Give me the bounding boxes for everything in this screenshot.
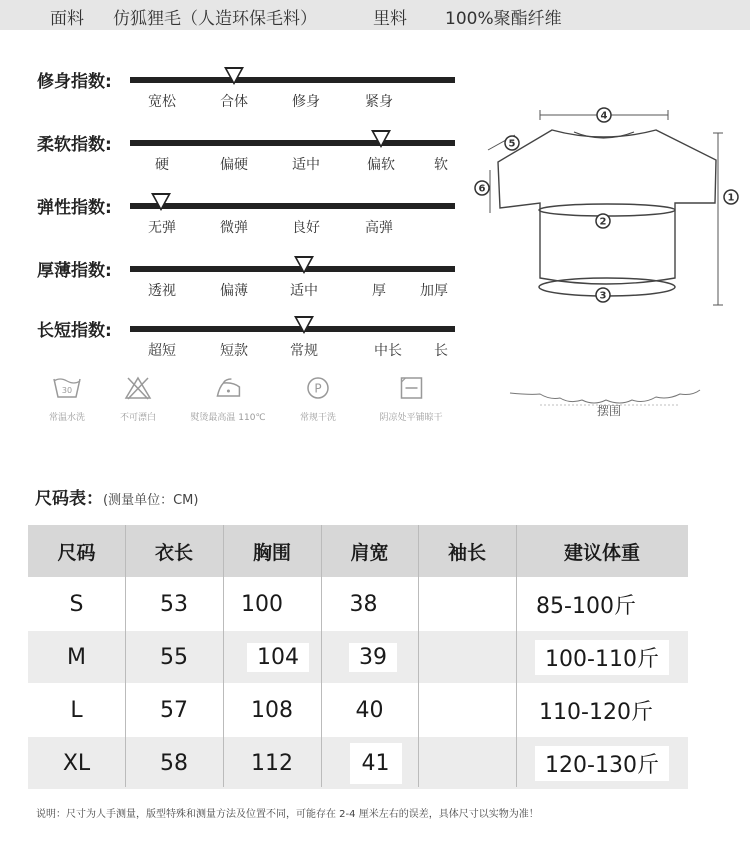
index-tick: 良好 [292,220,320,236]
index-tick: 合体 [220,94,248,110]
dry-clean-icon [303,375,333,401]
size-cell: L [70,697,83,723]
weight-value: 100-110斤 [535,640,669,675]
index-tick: 适中 [292,157,320,173]
index-tick: 高弹 [365,220,393,236]
care-wash [49,375,85,423]
index-tick: 短款 [220,343,248,359]
lining-label: 里料 [373,9,407,29]
fit-index [0,67,470,117]
length-index [0,316,470,366]
index-marker-icon [224,67,244,85]
index-scale-line [130,326,455,332]
elasticity-index [0,193,470,243]
index-tick: 偏硬 [220,157,248,173]
chest-cell: 112 [251,750,293,776]
length-cell: 53 [160,591,188,617]
svg-text:P: P [314,381,322,396]
no-bleach-icon [123,375,153,401]
index-marker-icon [294,316,314,334]
index-tick: 适中 [290,283,318,299]
index-tick: 软 [434,157,448,173]
wash-30-icon [52,375,82,401]
index-tick: 硬 [155,157,169,173]
index-label: 弹性指数: [37,198,112,218]
material-bar [0,0,750,30]
index-tick: 偏软 [367,157,395,173]
marker-5: 5 [508,138,516,150]
softness-index [0,130,470,180]
column-divider [223,525,224,787]
index-marker-icon [294,256,314,274]
marker-2: 2 [599,216,607,228]
table-row [28,684,688,736]
shoulder-cell: 38 [349,591,378,617]
care-dry-clean [300,375,336,423]
index-label: 修身指数: [37,72,112,92]
shoulder-cell [338,631,408,683]
measurement-note: 说明：尺寸为人手测量，版型特殊和测量方法及位置不同，可能存在 2-4 厘米左右的误差，具体尺寸以实物为准！ [36,809,539,820]
index-label: 长短指数: [37,321,112,341]
marker-4: 4 [600,110,608,122]
iron-icon [213,375,243,401]
sleeve-cell [418,684,516,736]
index-tick: 加厚 [420,283,448,299]
header-cell: 胸围 [252,541,291,564]
sleeve-cell [418,578,516,630]
index-tick: 修身 [292,94,320,110]
marker-6: 6 [478,183,486,195]
weight-cell: 110-120斤 [539,699,653,725]
index-tick: 超短 [148,343,176,359]
chest-cell [238,631,318,683]
length-cell: 57 [160,697,188,723]
index-tick: 透视 [148,283,176,299]
index-marker-icon [371,130,391,148]
thickness-index [0,256,470,306]
hem-label: 摆围 [597,404,622,418]
index-scale-line [130,203,455,209]
care-label: 熨烫最高温 110℃ [190,413,266,423]
header-cell: 肩宽 [350,541,389,564]
index-label: 厚薄指数: [37,261,112,281]
table-row [28,631,688,683]
fabric-label: 面料 [50,9,84,29]
garment-measurement-diagram [470,100,750,430]
index-tick: 常规 [290,343,318,359]
header-cell: 袖长 [447,541,486,564]
column-divider [418,525,419,787]
header-cell: 衣长 [154,541,193,564]
index-tick: 微弹 [220,220,248,236]
sleeve-cell [418,737,516,789]
care-label: 阴凉处平铺晾干 [379,413,443,423]
table-header-row [28,525,688,577]
chest-value: 104 [247,643,309,672]
care-label: 不可漂白 [119,413,157,423]
size-cell: XL [62,750,91,776]
table-row [28,578,688,630]
size-cell: M [67,644,86,670]
table-row [28,737,688,789]
marker-3: 3 [599,290,607,302]
sleeve-cell [418,631,516,683]
index-tick: 中长 [374,343,402,359]
weight-cell: 85-100斤 [536,593,636,619]
shoulder-cell: 40 [355,697,384,723]
size-table-title [35,484,198,509]
length-cell: 55 [160,644,188,670]
shoulder-value: 41 [350,743,402,784]
fabric-value: 仿狐狸毛（人造环保毛料） [113,9,317,29]
index-marker-icon [151,193,171,211]
care-label: 常温水洗 [48,413,86,423]
header-cell: 尺码 [57,541,96,564]
size-cell: S [69,591,84,617]
index-tick: 长 [434,343,448,359]
index-tick: 厚 [372,283,386,299]
index-tick: 紧身 [365,94,393,110]
shoulder-value: 39 [349,643,397,672]
index-scale-line [130,266,455,272]
length-cell: 58 [160,750,188,776]
index-tick: 宽松 [148,94,176,110]
size-table-title-text: 尺码表： [35,489,103,509]
index-scale-line [130,140,455,146]
header-cell: 建议体重 [563,541,640,564]
weight-value: 120-130斤 [535,746,669,781]
care-no-bleach [120,375,156,423]
column-divider [125,525,126,787]
weight-cell [516,631,688,683]
index-tick: 偏薄 [220,283,248,299]
care-label: 常规干洗 [299,413,337,423]
care-flat-dry [379,375,442,423]
column-divider [516,525,517,787]
index-tick: 无弹 [148,220,176,236]
marker-1: 1 [727,192,735,204]
lining-value: 100%聚酯纤维 [445,9,562,29]
shoulder-cell [333,737,418,789]
svg-text:30: 30 [61,386,73,395]
size-table-unit: (测量单位：CM) [103,493,199,508]
column-divider [321,525,322,787]
weight-cell [516,737,688,789]
index-scale-line [130,77,455,83]
chest-cell: 108 [251,697,293,723]
index-label: 柔软指数: [37,135,112,155]
chest-cell: 100 [241,591,283,617]
care-iron [190,375,265,423]
flat-dry-shade-icon [396,375,426,401]
